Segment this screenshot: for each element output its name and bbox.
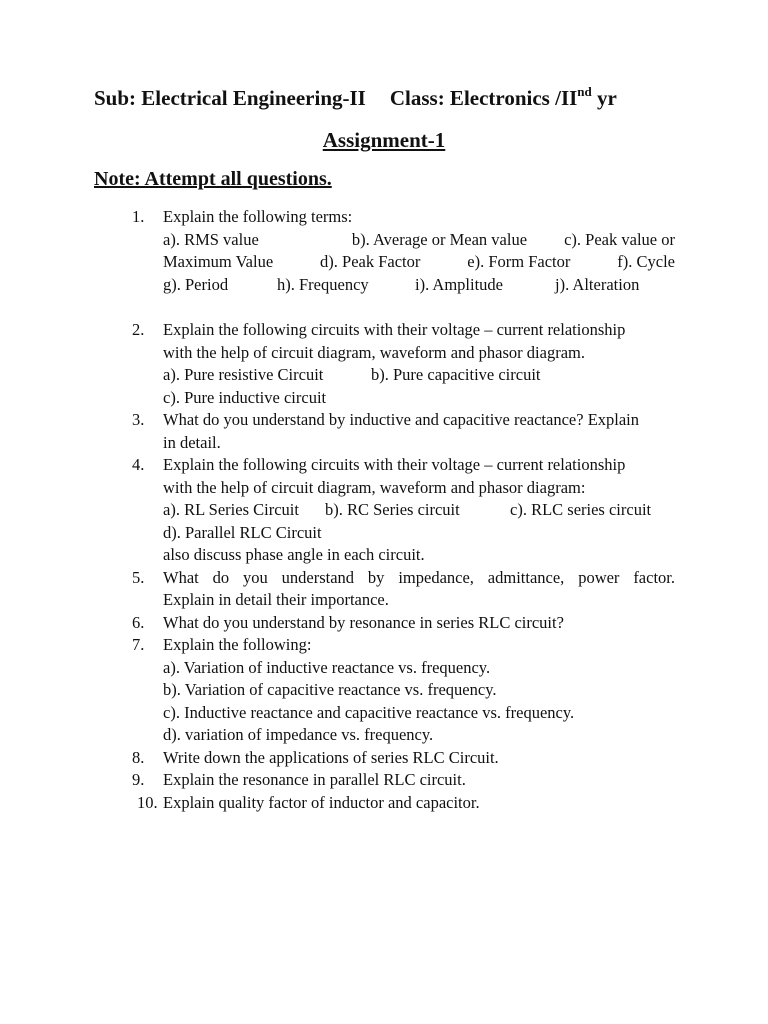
question-number: 8. [132, 747, 145, 767]
option-item: b). Pure capacitive circuit [371, 365, 541, 384]
question-9 [0, 769, 768, 792]
option-item: b). RC Series circuit [325, 500, 460, 519]
question-text: with the help of circuit diagram, waveform and phasor diagram. [163, 342, 585, 362]
option-row [163, 364, 675, 387]
option-item: a). Variation of inductive reactance vs. frequency. [163, 657, 491, 677]
question-text: Explain the following terms: [163, 207, 353, 226]
question-text: Explain the following circuits with their voltage – current relationship [163, 320, 626, 339]
question-number: 9. [132, 770, 145, 789]
option-item: d). variation of impedance vs. frequency. [163, 725, 434, 744]
option-item: b). Average or Mean value [351, 229, 528, 249]
option-item: e). Form Factor [467, 252, 571, 271]
note-heading: Note: Attempt all questions. [94, 168, 332, 190]
question-number: 6. [132, 612, 145, 632]
spacer [0, 296, 768, 319]
question-text: Explain the following circuits with their voltage – current relationship [163, 455, 626, 474]
question-list [0, 206, 768, 814]
subject-label: Sub: Electrical Engineering-II [94, 86, 366, 110]
question-2 [0, 319, 768, 409]
question-text: also discuss phase angle in each circuit. [163, 545, 425, 564]
option-item: a). Pure resistive Circuit [163, 365, 324, 384]
question-text: in detail. [163, 432, 221, 452]
option-item: i). Amplitude [415, 274, 503, 294]
option-item: f). Cycle [617, 252, 675, 271]
question-number: 3. [132, 410, 145, 429]
class-suffix: yr [591, 86, 617, 110]
class-prefix: Class: Electronics /II [389, 86, 578, 110]
question-1 [0, 206, 768, 296]
option-item: a). RL Series Circuit [163, 500, 299, 519]
option-item: c). Peak value or [564, 229, 675, 249]
question-number: 1. [132, 207, 145, 226]
question-6 [0, 612, 768, 635]
option-item: h). Frequency [277, 274, 369, 294]
option-item: a). RMS value [163, 229, 259, 249]
question-text: Explain quality factor of inductor and capacitor. [163, 792, 480, 812]
question-3 [0, 409, 768, 454]
question-text: Explain in detail their importance. [163, 590, 389, 609]
question-number: 2. [132, 320, 145, 339]
question-number: 10. [137, 792, 158, 812]
question-8 [0, 747, 768, 770]
question-10 [0, 792, 768, 815]
question-text: Explain the resonance in parallel RLC circuit. [163, 770, 466, 789]
option-row-1 [163, 229, 675, 252]
option-item: g). Period [163, 274, 229, 294]
option-item: d). Parallel RLC Circuit [163, 522, 322, 542]
question-text: Explain the following: [163, 635, 312, 654]
option-item: c). Inductive reactance and capacitive reactance vs. frequency. [163, 702, 575, 722]
question-7 [0, 634, 768, 747]
question-text: with the help of circuit diagram, waveform and phasor diagram: [163, 477, 586, 497]
option-item: d). Peak Factor [320, 252, 421, 271]
question-5 [0, 567, 768, 612]
option-row-2 [163, 251, 675, 274]
option-item: b). Variation of capacitive reactance vs. frequency. [163, 680, 497, 699]
class-superscript: nd [577, 84, 592, 99]
option-item: c). RLC series circuit [510, 500, 652, 519]
question-text: What do you understand by impedance, admittance, power factor. [163, 567, 675, 587]
option-row [163, 499, 675, 522]
question-text: Write down the applications of series RLC Circuit. [163, 747, 499, 767]
option-item: j). Alteration [555, 274, 640, 294]
option-item: c). Pure inductive circuit [163, 387, 327, 407]
question-number: 4. [132, 455, 145, 474]
option-item: Maximum Value [163, 252, 274, 271]
class-label [390, 86, 617, 110]
question-4 [0, 454, 768, 567]
assignment-title: Assignment-1 [322, 128, 446, 152]
option-row-3 [163, 274, 675, 297]
question-text: What do you understand by inductive and capacitive reactance? Explain [163, 410, 640, 429]
question-number: 5. [132, 567, 145, 587]
header-line [94, 86, 694, 111]
question-text: What do you understand by resonance in series RLC circuit? [163, 612, 564, 632]
question-number: 7. [132, 635, 145, 654]
